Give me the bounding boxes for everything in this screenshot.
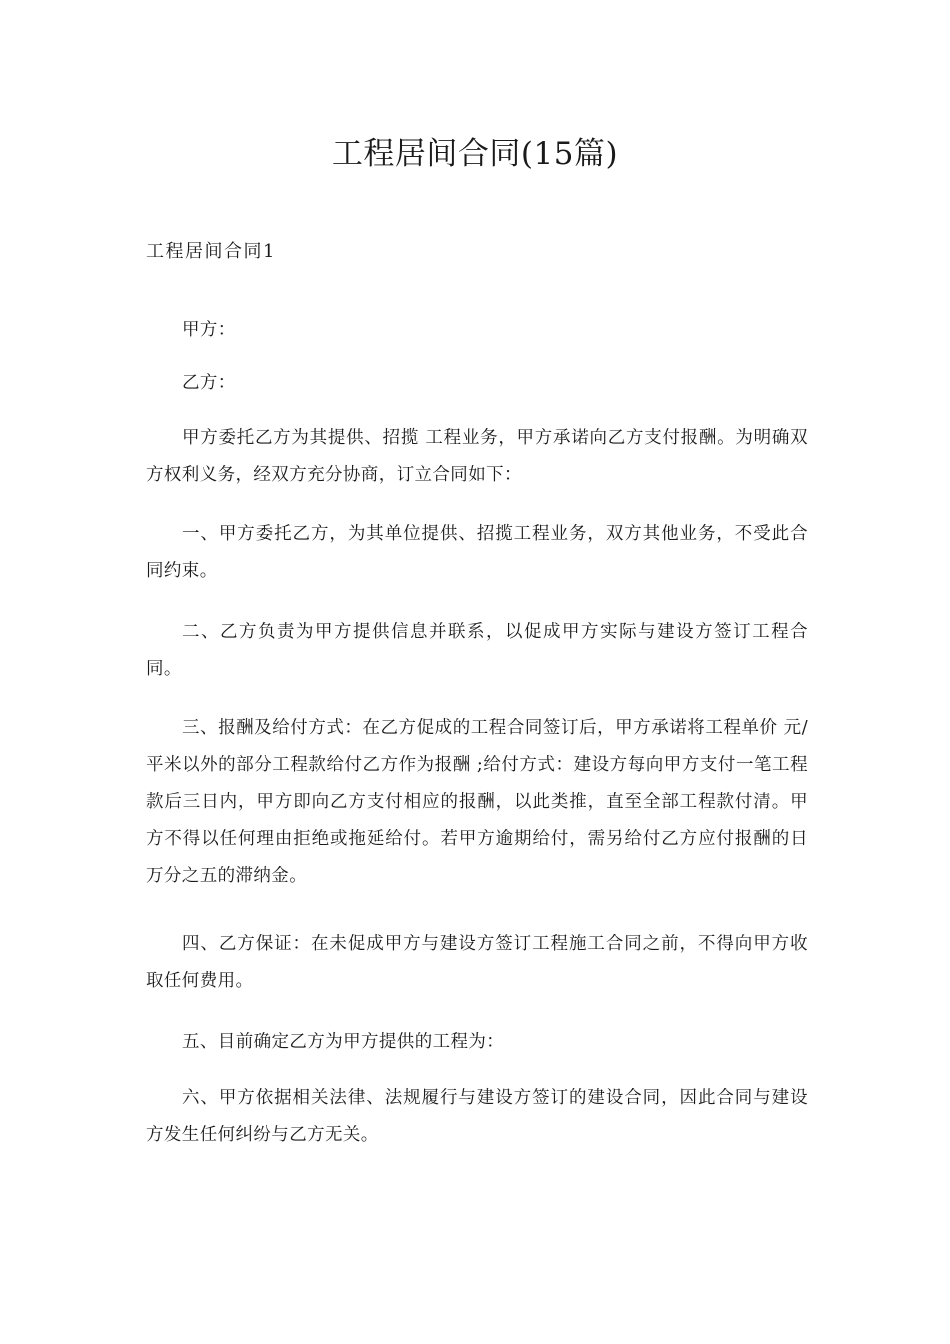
clause-3-paragraph: 三、报酬及给付方式：在乙方促成的工程合同签订后，甲方承诺将工程单价 元/平米以外的部分工程款给付乙方作为报酬 ;给付方式：建设方每向甲方支付一笔工程款后三日内，甲方即向乙方支付相应的报酬，以此类推，直至全部工程款付清。甲方不得以任何理由拒绝或拖延给付。若甲方逾期给付，需另给付乙方应付报酬的日万分之五的滞纳金。: [146, 718, 808, 886]
clause-6-paragraph: 六、甲方依据相关法律、法规履行与建设方签订的建设合同，因此合同与建设方发生任何纠纷与乙方无关。: [146, 1088, 808, 1145]
clause-5-paragraph: 五、目前确定乙方为甲方提供的工程为：: [182, 1032, 505, 1052]
party-b-line: 乙方：: [182, 373, 236, 393]
clause-2-paragraph: 二、乙方负责为甲方提供信息并联系，以促成甲方实际与建设方签订工程合同。: [146, 622, 808, 679]
document-title: 工程居间合同(15篇): [331, 136, 619, 172]
clause-4-paragraph: 四、乙方保证：在未促成甲方与建设方签订工程施工合同之前，不得向甲方收取任何费用。: [146, 934, 808, 991]
preamble-paragraph: 甲方委托乙方为其提供、招揽 工程业务，甲方承诺向乙方支付报酬。为明确双方权利义务，经双方充分协商，订立合同如下：: [146, 428, 808, 485]
clause-1-paragraph: 一、甲方委托乙方，为其单位提供、招揽工程业务，双方其他业务，不受此合同约束。: [146, 524, 808, 581]
section-heading: 工程居间合同1: [146, 241, 276, 262]
party-a-line: 甲方：: [182, 320, 236, 340]
